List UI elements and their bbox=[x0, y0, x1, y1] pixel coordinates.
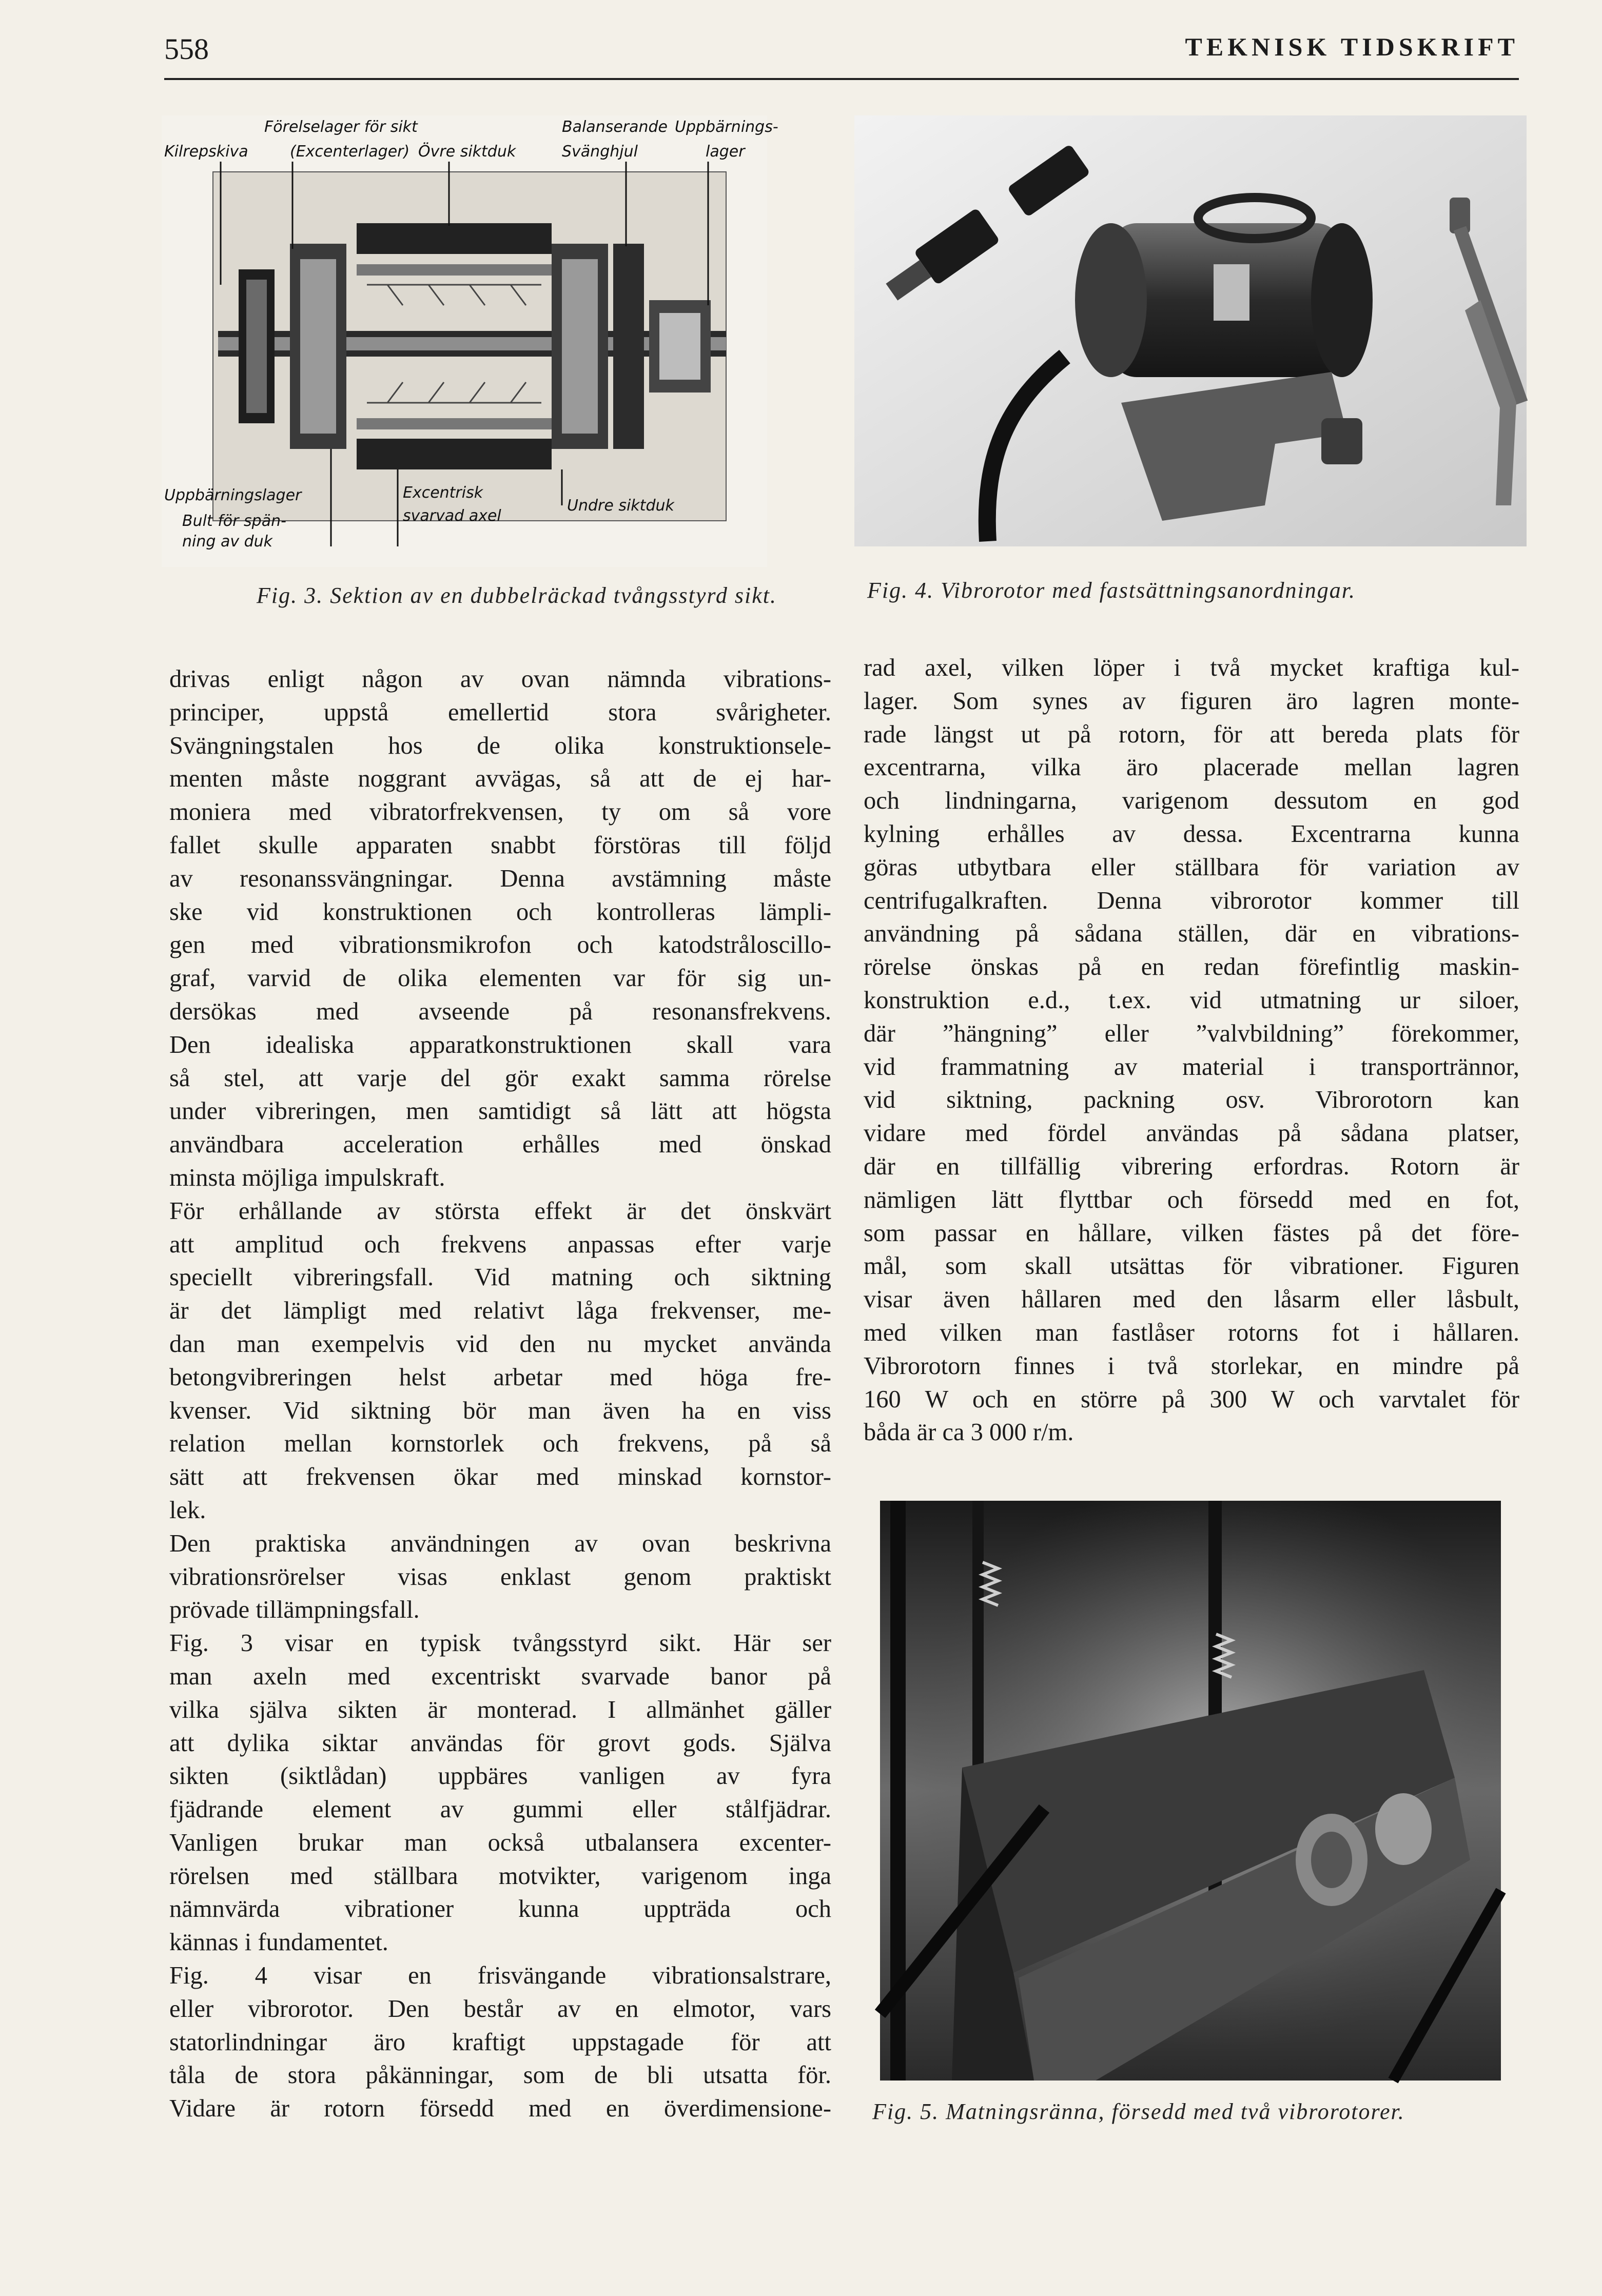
body-line: relation mellan kornstorlek och frekvens, på så bbox=[169, 1430, 831, 1458]
body-line: båda är ca 3 000 r/m. bbox=[864, 1419, 1074, 1446]
body-line: drivas enligt någon av ovan nämnda vibrations- bbox=[169, 665, 831, 693]
body-line: rörelsen med ställbara motvikter, varigenom inga bbox=[169, 1862, 831, 1890]
label-ning-av-duk: ning av duk bbox=[182, 533, 273, 551]
body-line: gen med vibrationsmikrofon och katodstråloscillo- bbox=[169, 931, 831, 959]
body-line: fjädrande element av gummi eller stålfjädrar. bbox=[169, 1796, 831, 1823]
body-line: konstruktion e.d., t.ex. vid utmatning ur siloer, bbox=[864, 986, 1519, 1014]
body-line: kvenser. Vid siktning bör man även ha en viss bbox=[169, 1397, 831, 1424]
body-line: som passar en hållare, vilken fästes på det före- bbox=[864, 1219, 1519, 1247]
body-line: kännas i fundamentet. bbox=[169, 1929, 388, 1956]
label-uppbarningslager-top: Uppbärnings- bbox=[675, 118, 778, 136]
body-line: av resonanssvängningar. Denna avstämning måste bbox=[169, 865, 831, 892]
label-undre-siktduk: Undre siktduk bbox=[567, 497, 674, 515]
body-line: vidare med fördel användas på sådana platser, bbox=[864, 1120, 1519, 1147]
left-text-column bbox=[169, 663, 831, 2126]
page-number: 558 bbox=[164, 32, 209, 66]
body-line: speciellt vibreringsfall. Vid matning och siktning bbox=[169, 1264, 831, 1291]
figure-3-section-drawing bbox=[162, 115, 778, 567]
body-line: kylning erhålles av dessa. Excentrarna kunna bbox=[864, 820, 1519, 848]
body-line: ske vid konstruktionen och kontrolleras lämpli- bbox=[169, 898, 831, 926]
body-line: användning på sådana ställen, där en vibrations- bbox=[864, 920, 1519, 948]
body-line: Svängningstalen hos de olika konstruktionsele- bbox=[169, 732, 831, 759]
figure-5-caption: Fig. 5. Matningsränna, försedd med två vibrorotorer. bbox=[872, 2099, 1405, 2124]
body-line: eller vibrorotor. Den består av en elmotor, vars bbox=[169, 1995, 831, 2023]
body-line: För erhållande av största effekt är det önskvärt bbox=[169, 1197, 831, 1225]
body-line: vilka själva sikten är monterad. I allmänhet gäller bbox=[169, 1696, 831, 1723]
body-line: principer, uppstå emellertid stora svårigheter. bbox=[169, 698, 831, 726]
label-balanserande: Balanserande bbox=[562, 118, 668, 136]
label-ovre-siktduk: Övre siktduk bbox=[418, 143, 516, 161]
body-line: där ”hängning” eller ”valvbildning” förekommer, bbox=[864, 1019, 1519, 1047]
label-svarvad-axel: svarvad axel bbox=[403, 507, 501, 525]
label-kilrepskiva: Kilrepskiva bbox=[164, 143, 248, 161]
body-line: Fig. 4 visar en frisvängande vibrationsalstrare, bbox=[169, 1962, 831, 1990]
figure-4-vibrorotor-photo bbox=[854, 115, 1527, 546]
body-line: betongvibreringen helst arbetar med höga fre- bbox=[169, 1363, 831, 1391]
body-line: nämligen lätt flyttbar och försedd med en fot, bbox=[864, 1186, 1519, 1213]
right-text-column bbox=[864, 652, 1519, 1449]
label-lager: lager bbox=[706, 143, 745, 161]
body-line: fallet skulle apparaten snabbt förstöras till följd bbox=[169, 831, 831, 859]
body-line: nämnvärda vibrationer kunna uppträda och bbox=[169, 1895, 831, 1923]
section-drawing-illustration bbox=[162, 115, 778, 567]
body-line: sikten (siktlådan) uppbäres vanligen av fyra bbox=[169, 1762, 831, 1790]
label-bult-spanning: Bult för spän- bbox=[182, 512, 286, 530]
body-line: rad axel, vilken löper i två mycket kraftiga kul- bbox=[864, 654, 1519, 681]
body-line: lager. Som synes av figuren äro lagren monte- bbox=[864, 687, 1519, 715]
page-header bbox=[164, 27, 1519, 83]
body-line: att dylika siktar användas för grovt gods. Själva bbox=[169, 1729, 831, 1757]
body-line: Vidare är rotorn försedd med en överdimensione- bbox=[169, 2095, 831, 2123]
body-line: så stel, att varje del gör exakt samma rörelse bbox=[169, 1064, 831, 1092]
label-excenterlager: (Excenterlager) bbox=[290, 143, 410, 161]
body-line: prövade tillämpningsfall. bbox=[169, 1596, 420, 1624]
body-line: Vanligen brukar man också utbalansera excenter- bbox=[169, 1829, 831, 1856]
label-excentrisk: Excentrisk bbox=[403, 484, 483, 502]
body-line: göras utbytbara eller ställbara för variation av bbox=[864, 853, 1519, 881]
body-line: vid frammatning av material i transportrännor, bbox=[864, 1053, 1519, 1081]
body-line: mål, som skall utsättas för vibrationer. Figuren bbox=[864, 1252, 1519, 1280]
label-svanghjul: Svänghjul bbox=[562, 143, 638, 161]
body-line: excentrarna, vilka äro placerade mellan lagren bbox=[864, 754, 1519, 781]
body-line: vibrationsrörelser visas enklast genom praktiskt bbox=[169, 1563, 831, 1591]
journal-title: TEKNISK TIDSKRIFT bbox=[1185, 32, 1519, 61]
header-rule bbox=[164, 78, 1519, 80]
body-line: statorlindningar äro kraftigt uppstagade för att bbox=[169, 2028, 831, 2056]
body-line: är det lämpligt med relativt låga frekvenser, me- bbox=[169, 1297, 831, 1325]
figure-4-caption: Fig. 4. Vibrorotor med fastsättningsanordningar. bbox=[867, 578, 1356, 603]
figure-5-matningsranna-photo bbox=[880, 1501, 1501, 2081]
body-line: användbara acceleration erhålles med önskad bbox=[169, 1131, 831, 1159]
body-line: 160 W och en större på 300 W och varvtalet för bbox=[864, 1385, 1519, 1413]
figure-3-caption: Fig. 3. Sektion av en dubbelräckad tvångsstyrd sikt. bbox=[257, 583, 777, 608]
label-uppbarningslager-bottom: Uppbärningslager bbox=[164, 486, 302, 504]
body-line: menten måste noggrant avvägas, så att de ej har- bbox=[169, 765, 831, 793]
body-line: med vilken man fastlåser rotorns fot i hållaren. bbox=[864, 1319, 1519, 1346]
body-line: Vibrorotorn finnes i två storlekar, en mindre på bbox=[864, 1352, 1519, 1380]
body-line: Den idealiska apparatkonstruktionen skall vara bbox=[169, 1031, 831, 1058]
body-line: Den praktiska användningen av ovan beskrivna bbox=[169, 1529, 831, 1557]
body-line: vid siktning, packning osv. Vibrorotorn kan bbox=[864, 1086, 1519, 1114]
body-line: visar även hållaren med den låsarm eller låsbult, bbox=[864, 1286, 1519, 1313]
body-line: centrifugalkraften. Denna vibrorotor kommer till bbox=[864, 887, 1519, 914]
vibrorotor-photo-illustration bbox=[854, 115, 1527, 546]
body-line: Fig. 3 visar en typisk tvångsstyrd sikt. Här ser bbox=[169, 1630, 831, 1657]
body-line: dan man exempelvis vid den nu mycket använda bbox=[169, 1330, 831, 1358]
matningsranna-photo-illustration bbox=[880, 1501, 1501, 2081]
body-line: tåla de stora påkänningar, som de bli utsatta för. bbox=[169, 2062, 831, 2089]
body-line: graf, varvid de olika elementen var för sig un- bbox=[169, 965, 831, 992]
body-line: man axeln med excentriskt svarvade banor på bbox=[169, 1662, 831, 1690]
body-line: där en tillfällig vibrering erfordras. Rotorn är bbox=[864, 1152, 1519, 1180]
body-line: dersökas med avseende på resonansfrekvens. bbox=[169, 997, 831, 1025]
body-line: lek. bbox=[169, 1496, 206, 1524]
body-line: under vibreringen, men samtidigt så lätt att högsta bbox=[169, 1097, 831, 1125]
body-line: och lindningarna, varigenom dessutom en god bbox=[864, 787, 1519, 815]
body-line: att amplitud och frekvens anpassas efter varje bbox=[169, 1230, 831, 1258]
body-line: sätt att frekvensen ökar med minskad kornstor- bbox=[169, 1463, 831, 1491]
label-forelselager: Förelselager för sikt bbox=[264, 118, 418, 136]
body-line: rörelse önskas på en redan förefintlig maskin- bbox=[864, 953, 1519, 981]
body-line: minsta möjliga impulskraft. bbox=[169, 1164, 445, 1191]
body-line: rade längst ut på rotorn, för att bereda plats för bbox=[864, 720, 1519, 748]
body-line: moniera med vibratorfrekvensen, ty om så vore bbox=[169, 798, 831, 826]
